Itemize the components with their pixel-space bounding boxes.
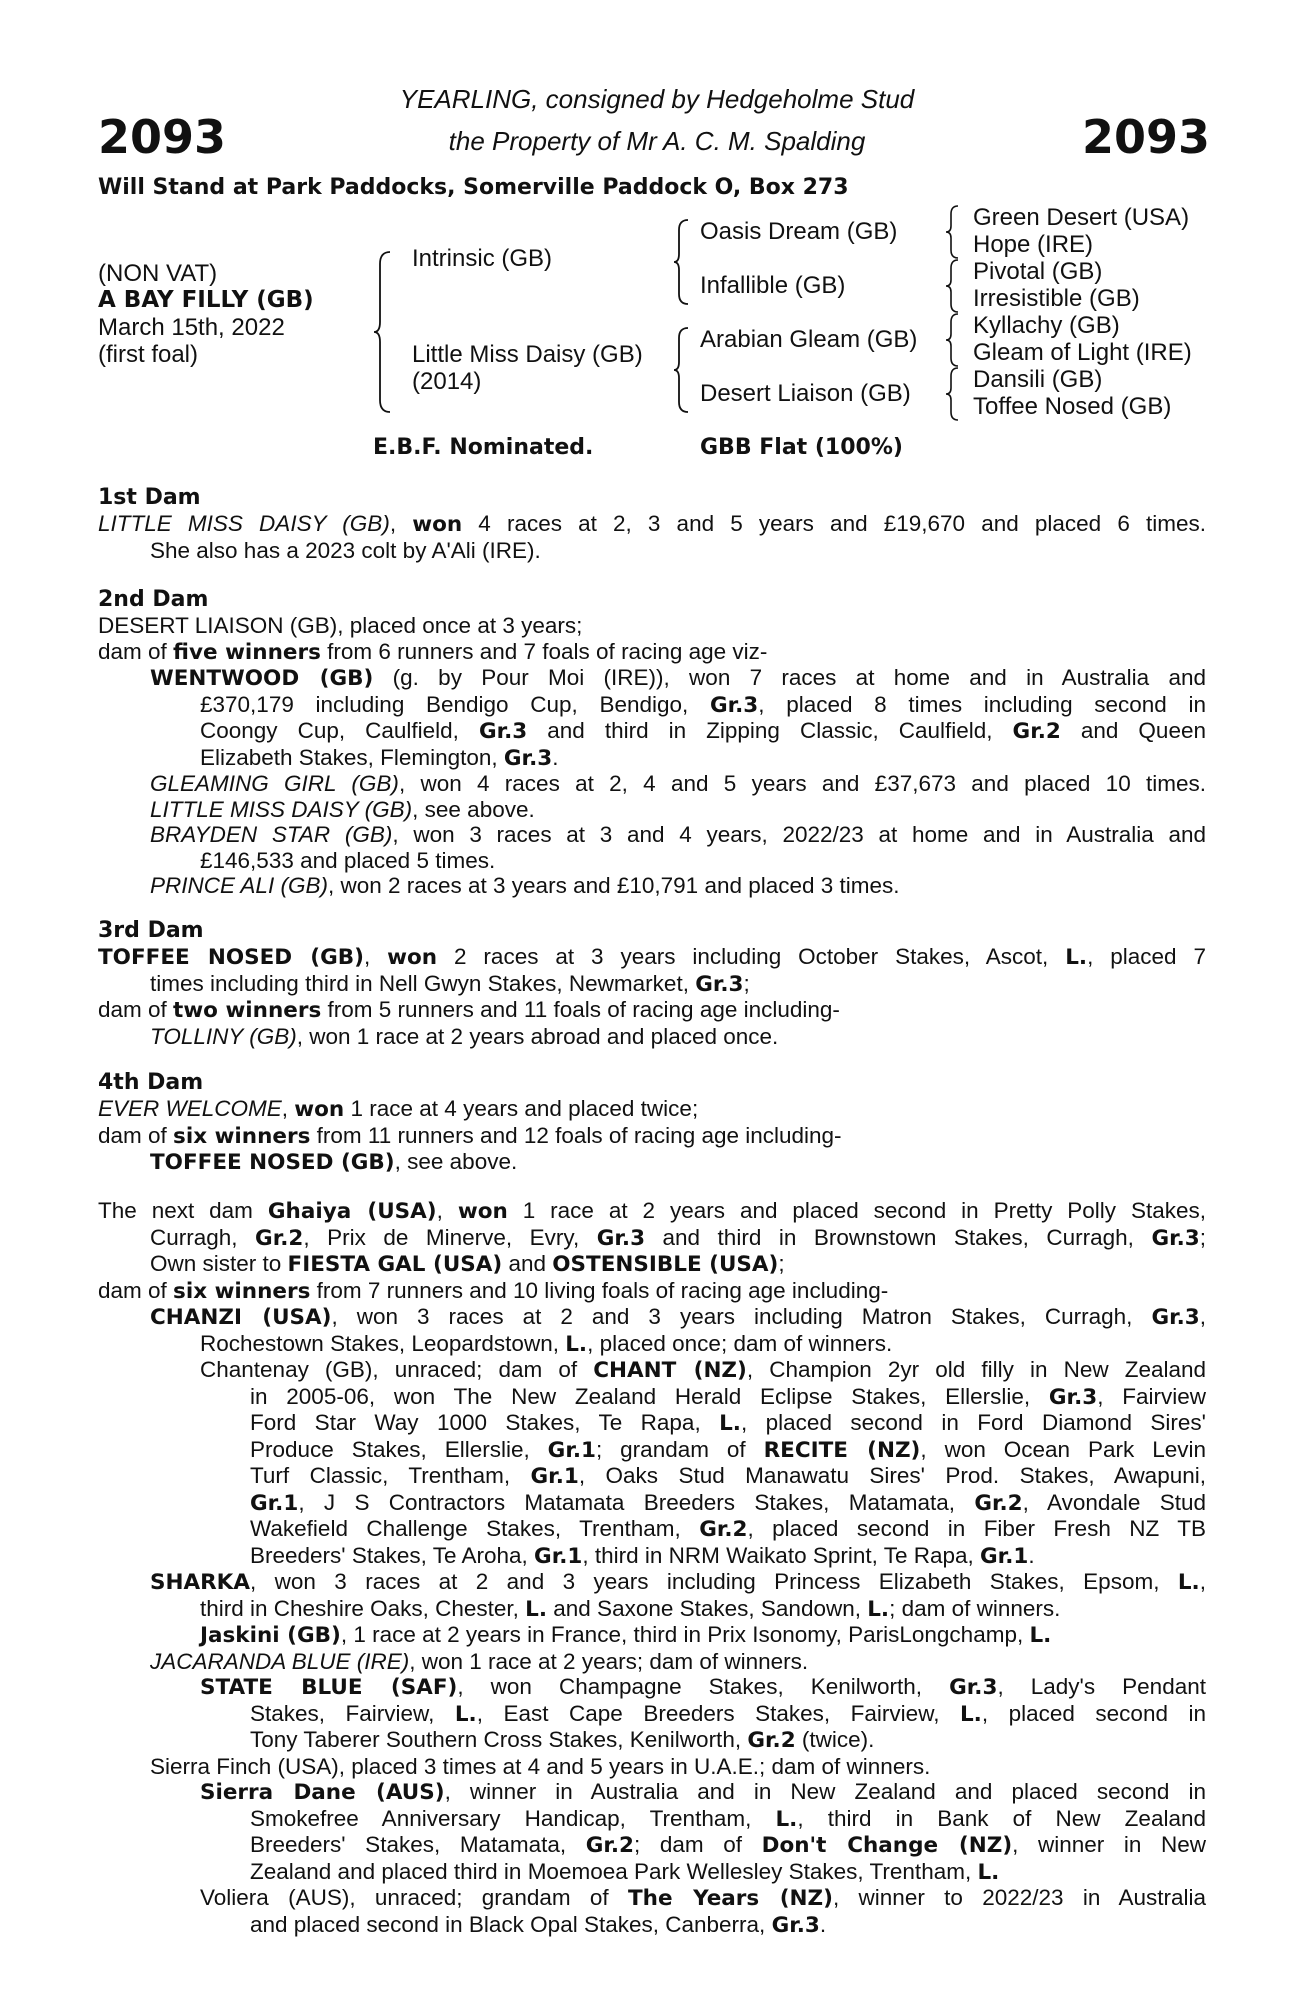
text: ,	[436, 1198, 458, 1223]
ped-g3-2: Hope (IRE)	[973, 231, 1094, 258]
text: dam of	[98, 1122, 174, 1148]
g3-brace-1	[944, 204, 962, 260]
text: Breeders' Stakes, Te Aroha,	[250, 1542, 535, 1568]
text-line	[98, 1806, 1206, 1833]
text-line	[98, 1024, 1206, 1050]
text: and	[502, 1251, 553, 1276]
grade: Gr.3	[503, 745, 553, 771]
text: third in Cheshire Oaks, Chester,	[200, 1595, 526, 1621]
winner-name: Jaskini (GB)	[200, 1623, 341, 1648]
bold-text: six winners	[173, 1123, 311, 1149]
grade: Gr.3	[1151, 1305, 1200, 1330]
text: dam of	[98, 638, 174, 664]
property-line: the Property of Mr A. C. M. Spalding	[448, 126, 866, 156]
g3-brace-4	[944, 366, 962, 422]
grade: L.	[1029, 1623, 1052, 1648]
text: , won 3 races at 3 and 4 years, 2022/23 at home and in Australia and	[392, 822, 1206, 847]
text: Ford Star Way 1000 Stakes, Te Rapa,	[250, 1410, 720, 1435]
dam-year: (2014)	[412, 368, 482, 395]
grade: Gr.2	[255, 1225, 304, 1251]
text-line	[98, 1251, 1206, 1278]
text: , Prix de Minerve, Evry,	[303, 1224, 597, 1250]
winner-name: SHARKA	[150, 1570, 250, 1595]
third-dam-title: 3rd Dam	[98, 918, 204, 943]
text: , Champion 2yr old filly in New Zealand	[746, 1357, 1207, 1382]
bold-text: won	[412, 512, 463, 537]
text: 1 race at 2 years and placed second in Pretty Polly Stakes,	[507, 1198, 1207, 1223]
ped-g3-6: Gleam of Light (IRE)	[973, 339, 1192, 366]
fourth-dam-section	[98, 1096, 1206, 1176]
text: and third in Zipping Classic, Caulfield,	[527, 718, 1013, 743]
winner-name: The Years (NZ)	[628, 1886, 833, 1911]
grade: L.	[1065, 945, 1088, 970]
text: , placed 7	[1087, 944, 1206, 969]
text-line	[98, 692, 1206, 719]
ped-g3-7: Dansili (GB)	[973, 366, 1103, 393]
grade: Gr.2	[747, 1728, 796, 1753]
grade: L.	[959, 1701, 982, 1727]
text: 4 races at 2, 3 and 5 years and £19,670 and placed 6 times.	[462, 511, 1206, 536]
text-line	[98, 1543, 1206, 1570]
text: from 7 runners and 10 living foals of racing age including-	[310, 1277, 889, 1303]
horse-name: GLEAMING GIRL (GB)	[150, 771, 399, 796]
winner-name: Ghaiya (USA)	[267, 1199, 437, 1224]
dam-name: LITTLE MISS DAISY (GB)	[98, 511, 390, 536]
text-line	[98, 1596, 1206, 1623]
horse-name: TOLLINY (GB)	[150, 1023, 297, 1049]
grade: Gr.1	[980, 1543, 1029, 1569]
winner-name: TOFFEE NOSED (GB)	[150, 1150, 395, 1175]
text: , won 2 races at 3 years and £10,791 and placed 3 times.	[327, 873, 900, 898]
text: , won 3 races at 2 and 3 years including Matron Stakes, Curragh,	[331, 1304, 1152, 1329]
text-line	[98, 1096, 1206, 1123]
text-line: Sierra Finch (USA), placed 3 times at 4 and 5 years in U.A.E.; dam of winners.	[150, 1753, 931, 1779]
ebf-status: E.B.F. Nominated.	[373, 435, 594, 460]
grade: Gr.1	[547, 1437, 596, 1463]
text: ;	[743, 970, 750, 996]
text-line	[98, 1463, 1206, 1490]
grade: Gr.1	[534, 1543, 583, 1569]
grade: L.	[977, 1859, 1000, 1885]
text: Own sister to	[150, 1251, 288, 1276]
winner-name: OSTENSIBLE (USA)	[552, 1252, 779, 1277]
text: Chantenay (GB), unraced; dam of	[200, 1357, 594, 1382]
winner-name: TOFFEE NOSED (GB)	[98, 945, 364, 970]
grade: L.	[1177, 1570, 1200, 1595]
text-line	[98, 771, 1206, 797]
text: .	[1028, 1542, 1035, 1568]
text: dam of	[98, 997, 174, 1022]
text: , won Champagne Stakes, Kenilworth,	[457, 1674, 950, 1699]
text: ; grandam of	[595, 1436, 764, 1462]
text-line	[98, 1437, 1206, 1464]
winner-name: STATE BLUE (SAF)	[200, 1675, 458, 1700]
ped-g3-5: Kyllachy (GB)	[973, 312, 1120, 339]
text: Curragh,	[150, 1224, 256, 1250]
text-line	[98, 944, 1206, 971]
text: ;	[778, 1251, 785, 1276]
text: , placed once; dam of winners.	[587, 1330, 893, 1356]
text: in 2005-06, won The New Zealand Herald Eclipse Stakes, Ellerslie,	[250, 1383, 1049, 1409]
text: Coongy Cup, Caulfield,	[200, 718, 479, 743]
text: and Queen	[1060, 718, 1206, 743]
text: , won 3 races at 2 and 3 years including Princess Elizabeth Stakes, Epsom,	[249, 1569, 1178, 1594]
grade: L.	[775, 1806, 798, 1832]
text-line	[98, 665, 1206, 692]
text: , third in Bank of New Zealand	[797, 1805, 1206, 1831]
grade: L.	[454, 1701, 477, 1727]
stand-location: Will Stand at Park Paddocks, Somerville Paddock O, Box 273	[98, 175, 849, 200]
first-dam-title: 1st Dam	[98, 485, 201, 510]
text: , 1 race at 2 years in France, third in Prix Isonomy, ParisLongchamp,	[340, 1622, 1030, 1647]
text: , see above.	[412, 796, 535, 822]
text: ,	[389, 511, 413, 536]
dam-brace	[672, 326, 692, 414]
text: dam of	[98, 1277, 174, 1303]
text: , J S Contractors Matamata Breeders Stakes, Matamata,	[298, 1489, 975, 1515]
text: ,	[1199, 1569, 1206, 1594]
grade: Gr.2	[1012, 719, 1061, 744]
text: Zealand and placed third in Moemoea Park Wellesley Stakes, Trentham,	[250, 1858, 978, 1884]
text-line	[98, 1304, 1206, 1331]
horse-name: A BAY FILLY (GB)	[98, 287, 314, 313]
text: , Fairview	[1097, 1383, 1207, 1409]
text: and third in Brownstown Stakes, Curragh,	[645, 1224, 1152, 1250]
text-line	[98, 1123, 1206, 1150]
second-dam-title: 2nd Dam	[98, 587, 209, 612]
text-line	[98, 1859, 1206, 1886]
gbb-status: GBB Flat (100%)	[700, 435, 903, 460]
dam-dam: Desert Liaison (GB)	[700, 380, 911, 407]
g3-brace-2	[944, 258, 962, 314]
text-line	[98, 511, 1206, 538]
text: 2 races at 3 years including October Stakes, Ascot,	[437, 944, 1066, 969]
lot-number-left: 2093	[98, 110, 227, 164]
grade: L.	[867, 1596, 890, 1622]
bold-text: six winners	[173, 1278, 311, 1304]
text: , winner in Australia and in New Zealand and placed second in	[444, 1779, 1207, 1804]
foaling-date: March 15th, 2022	[98, 314, 285, 341]
winner-name: WENTWOOD (GB)	[150, 666, 374, 691]
text-line	[98, 873, 1206, 899]
text-line	[98, 822, 1206, 848]
text-line: £146,533 and placed 5 times.	[200, 847, 496, 873]
sire-dam: Infallible (GB)	[700, 272, 846, 299]
ped-g3-3: Pivotal (GB)	[973, 258, 1103, 285]
text: ,	[281, 1096, 295, 1121]
text-line	[98, 639, 1206, 666]
winner-name: FIESTA GAL (USA)	[287, 1252, 503, 1277]
winner-name: CHANT (NZ)	[593, 1358, 747, 1383]
text-line	[98, 718, 1206, 745]
text: and placed second in Black Opal Stakes, Canberra,	[250, 1911, 772, 1937]
lot-number-right: 2093	[1082, 110, 1211, 164]
text: £370,179 including Bendigo Cup, Bendigo,	[200, 691, 710, 717]
text-line	[98, 1225, 1206, 1252]
text-line	[98, 971, 1206, 998]
ped-g3-8: Toffee Nosed (GB)	[973, 393, 1172, 420]
text-line	[98, 1149, 1206, 1176]
text: , won 1 race at 2 years abroad and placed once.	[296, 1023, 779, 1049]
text-line	[98, 1569, 1206, 1596]
text: 1 race at 4 years and placed twice;	[344, 1096, 699, 1121]
horse-name: JACARANDA BLUE (IRE)	[150, 1648, 410, 1674]
horse-name: EVER WELCOME	[98, 1096, 282, 1121]
winner-name: RECITE (NZ)	[763, 1437, 921, 1463]
text: Produce Stakes, Ellerslie,	[250, 1436, 548, 1462]
grade: Gr.3	[771, 1912, 820, 1938]
text-line	[98, 1779, 1206, 1806]
winner-name: Don't Change (NZ)	[761, 1833, 1013, 1858]
grade: Gr.2	[974, 1490, 1023, 1516]
text-line	[98, 1490, 1206, 1517]
text: ; dam of winners.	[889, 1595, 1061, 1621]
text: .	[819, 1911, 827, 1937]
ped-g3-4: Irresistible (GB)	[973, 285, 1140, 312]
dam: Little Miss Daisy (GB)	[412, 341, 643, 368]
sire-sire: Oasis Dream (GB)	[700, 218, 898, 245]
text: and Saxone Stakes, Sandown,	[547, 1595, 868, 1621]
text: , placed second in	[981, 1700, 1207, 1726]
text: Tony Taberer Southern Cross Stakes, Kenilworth,	[250, 1727, 748, 1752]
grade: Gr.3	[949, 1675, 998, 1700]
text: Turf Classic, Trentham,	[250, 1463, 531, 1488]
text: .	[552, 744, 559, 770]
text: , East Cape Breeders Stakes, Fairview,	[476, 1700, 960, 1726]
text-line: She also has a 2023 colt by A'Ali (IRE).	[150, 537, 541, 563]
grade: L.	[565, 1331, 588, 1357]
dam-sire: Arabian Gleam (GB)	[700, 326, 918, 353]
next-dam-section	[98, 1198, 1206, 1938]
text-line	[98, 1331, 1206, 1358]
grade: Gr.3	[478, 719, 528, 744]
text: , Lady's Pendant	[997, 1674, 1206, 1699]
text: from 5 runners and 11 foals of racing age including-	[321, 997, 840, 1022]
text-line	[98, 1198, 1206, 1225]
grade: Gr.3	[695, 971, 744, 997]
grade: Gr.3	[1151, 1225, 1200, 1251]
text: Smokefree Anniversary Handicap, Trentham,	[250, 1805, 776, 1831]
grade: Gr.2	[699, 1517, 748, 1542]
text: , won Ocean Park Levin	[920, 1436, 1206, 1462]
bold-text: two winners	[173, 998, 322, 1023]
sire: Intrinsic (GB)	[412, 245, 553, 272]
foal-note: (first foal)	[98, 341, 199, 368]
grade: L.	[719, 1411, 741, 1436]
grade: Gr.3	[1048, 1384, 1098, 1410]
grade: Gr.1	[250, 1490, 299, 1516]
horse-name: PRINCE ALI (GB)	[150, 873, 328, 898]
text: , placed 8 times including second in	[758, 691, 1206, 717]
text: Voliera (AUS), unraced; grandam of	[200, 1885, 628, 1910]
third-dam-section	[98, 944, 1206, 1049]
winner-name: CHANZI (USA)	[150, 1305, 332, 1330]
text: ,	[363, 944, 388, 969]
text-line	[98, 1278, 1206, 1305]
text-line	[98, 1912, 1206, 1939]
text-line	[98, 1885, 1206, 1912]
grade: Gr.2	[585, 1833, 635, 1858]
text: (twice).	[795, 1727, 875, 1752]
text-line	[98, 1832, 1206, 1859]
horse-name: BRAYDEN STAR (GB)	[150, 822, 393, 847]
text: Rochestown Stakes, Leopardstown,	[200, 1330, 566, 1356]
text-line	[98, 797, 1206, 823]
horse-name: LITTLE MISS DAISY (GB)	[150, 796, 413, 822]
text: from 6 runners and 7 foals of racing age viz-	[320, 638, 768, 664]
grade: L.	[525, 1596, 548, 1622]
vat-status: (NON VAT)	[98, 260, 218, 287]
text-line	[98, 1674, 1206, 1701]
text: , placed second in Ford Diamond Sires'	[740, 1410, 1206, 1435]
winner-name: Sierra Dane (AUS)	[200, 1780, 445, 1805]
fourth-dam-title: 4th Dam	[98, 1070, 204, 1095]
text: , winner to 2022/23 in Australia	[832, 1885, 1206, 1910]
sire-brace	[672, 218, 692, 306]
text: , see above.	[394, 1149, 518, 1174]
text-line: DESERT LIAISON (GB), placed once at 3 years;	[98, 613, 583, 638]
text: , Avondale Stud	[1022, 1489, 1206, 1515]
text-line	[98, 1649, 1206, 1675]
first-dam-section	[98, 511, 1206, 563]
text: Stakes, Fairview,	[250, 1700, 455, 1726]
second-dam-section	[98, 613, 1206, 899]
text: (g. by Pour Moi (IRE)), won 7 races at home and in Australia and	[373, 665, 1206, 690]
grade: Gr.3	[596, 1225, 646, 1251]
text: , won 1 race at 2 years; dam of winners.	[409, 1648, 809, 1674]
text-line	[98, 1701, 1206, 1728]
text-line	[98, 1410, 1206, 1437]
text: , Oaks Stud Manawatu Sires' Prod. Stakes, Awapuni,	[578, 1463, 1206, 1488]
text: times including third in Nell Gwyn Stakes, Newmarket,	[150, 970, 696, 996]
pedigree-brace-main	[372, 250, 394, 414]
text: , third in NRM Waikato Sprint, Te Rapa,	[582, 1542, 981, 1568]
bold-text: won	[294, 1097, 345, 1122]
text: Breeders' Stakes, Matamata,	[250, 1832, 586, 1857]
text-line	[98, 1384, 1206, 1411]
text-line	[98, 745, 1206, 772]
text: The next dam	[98, 1198, 268, 1223]
text: , winner in New	[1012, 1832, 1206, 1857]
consignment-line: YEARLING, consigned by Hedgeholme Stud	[399, 84, 915, 114]
grade: Gr.1	[530, 1464, 579, 1489]
text: ,	[1199, 1304, 1207, 1329]
ped-g3-1: Green Desert (USA)	[973, 204, 1190, 231]
g3-brace-3	[944, 312, 962, 368]
text-line	[98, 1516, 1206, 1543]
text: ;	[1199, 1224, 1207, 1250]
text: ; dam of	[634, 1832, 762, 1857]
text-line	[98, 997, 1206, 1024]
grade: Gr.3	[709, 692, 759, 718]
text-line	[98, 1357, 1206, 1384]
text: Elizabeth Stakes, Flemington,	[200, 744, 504, 770]
text-line	[98, 1727, 1206, 1754]
bold-text: five winners	[173, 639, 321, 665]
text: from 11 runners and 12 foals of racing age including-	[310, 1122, 842, 1148]
bold-text: won	[457, 1199, 508, 1224]
text-line	[98, 1622, 1206, 1649]
bold-text: won	[387, 945, 438, 970]
text: , placed second in Fiber Fresh NZ TB	[747, 1516, 1206, 1541]
text: Wakefield Challenge Stakes, Trentham,	[250, 1516, 700, 1541]
text: , won 4 races at 2, 4 and 5 years and £37,673 and placed 10 times.	[398, 771, 1206, 796]
